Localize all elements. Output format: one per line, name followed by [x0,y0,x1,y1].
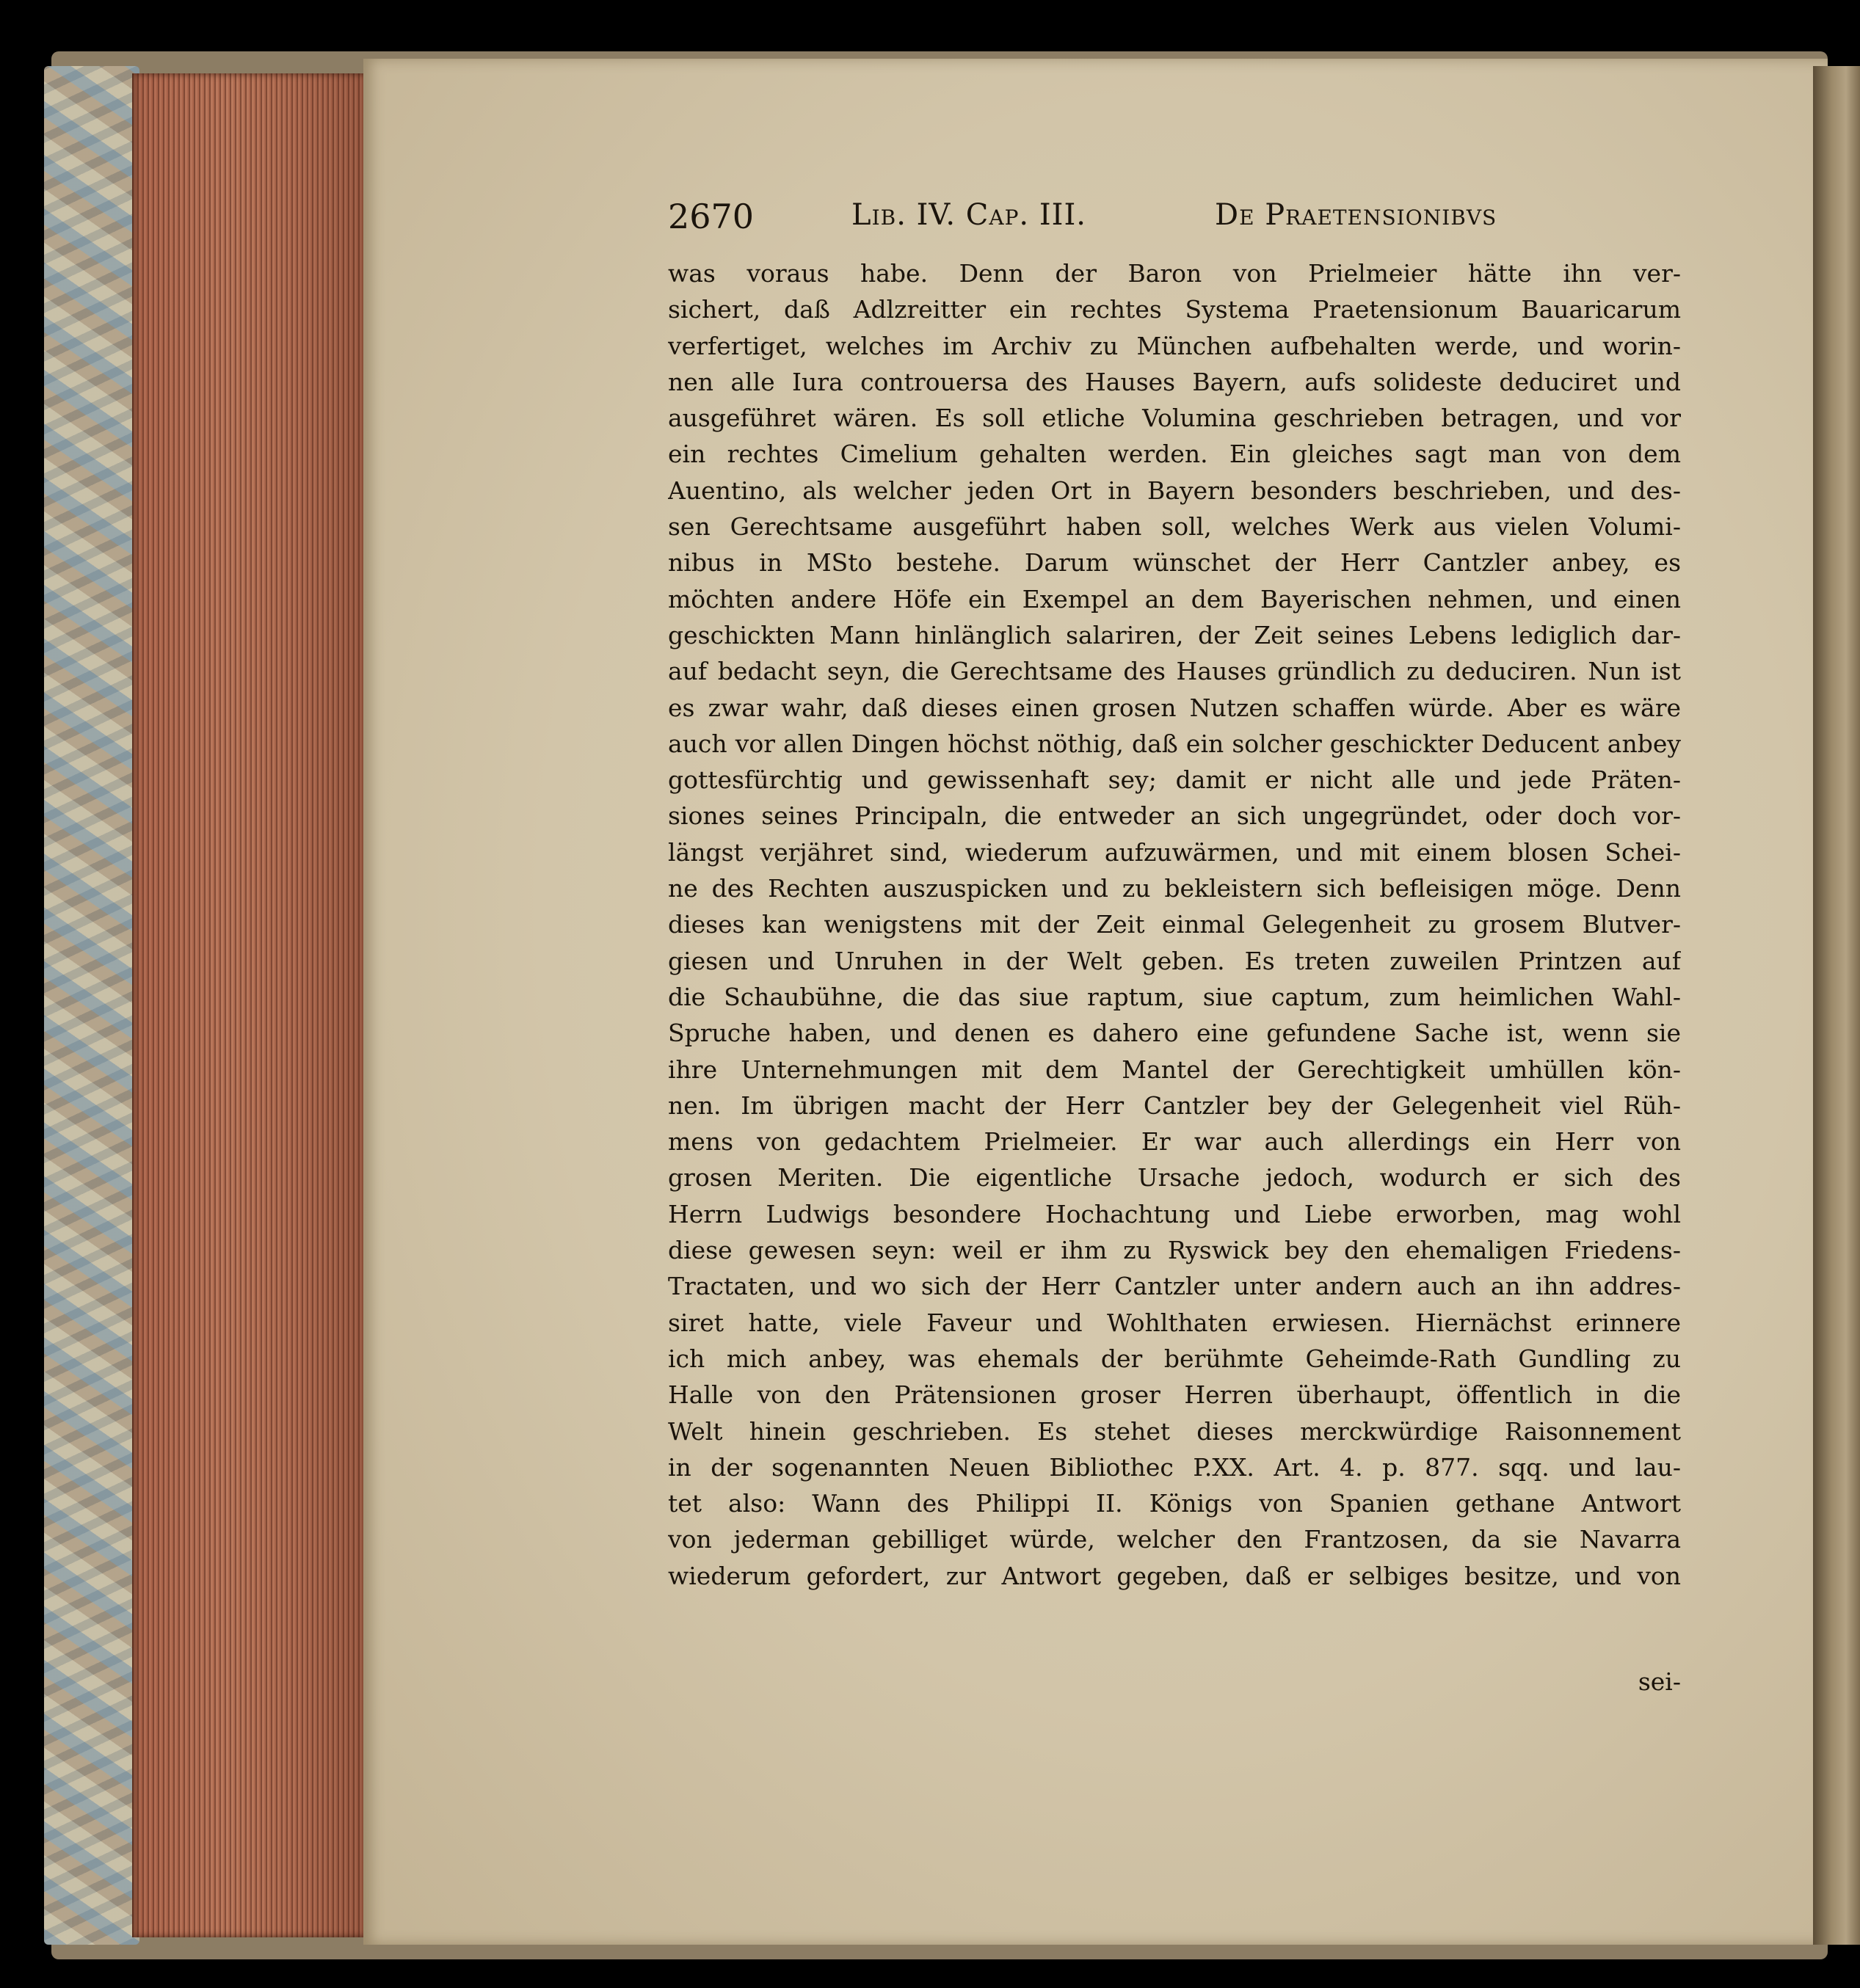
text-line: diese gewesen seyn: weil er ihm zu Ryswick bey den ehemaligen Friedens- [668,1236,1681,1265]
text-line: ausgeführet wären. Es soll etliche Volumina geschrieben betragen, und vor [668,404,1681,433]
marbled-endpaper [44,66,139,1945]
text-line: ihre Unternehmungen mit dem Mantel der Gerechtigkeit umhüllen kön- [668,1055,1681,1084]
page-edges [132,73,371,1937]
text-line: was voraus habe. Denn der Baron von Prielmeier hätte ihn ver- [668,259,1681,288]
text-line: auch vor allen Dingen höchst nöthig, daß ein solcher geschickter Deducent anbey [668,729,1681,758]
book-chapter: Lib. IV. Cap. III. [851,198,1086,232]
text-line: Herrn Ludwigs besondere Hochachtung und Liebe erworben, mag wohl [668,1199,1681,1228]
text-line: nen. Im übrigen macht der Herr Cantzler bey der Gelegenheit viel Rüh- [668,1091,1681,1120]
text-line: dieses kan wenigstens mit der Zeit einmal Gelegenheit zu grosem Blutver- [668,910,1681,939]
text-line: giesen und Unruhen in der Welt geben. Es treten zuweilen Printzen auf [668,946,1681,975]
text-line: auf bedacht seyn, die Gerechtsame des Hauses gründlich zu deduciren. Nun ist [668,657,1681,686]
text-line: ich mich anbey, was ehemals der berühmte Geheimde-Rath Gundling zu [668,1344,1681,1373]
text-line: tet also: Wann des Philippi II. Königs von Spanien gethane Antwort [668,1489,1681,1518]
text-line: siones seines Principaln, die entweder an sich ungegründet, oder doch vor- [668,801,1681,831]
text-line: längst verjähret sind, wiederum aufzuwärmen, und mit einem blosen Schei- [668,837,1681,867]
text-line: von jederman gebilliget würde, welcher den Frantzosen, da sie Navarra [668,1525,1681,1554]
text-line: Welt hinein geschrieben. Es stehet dieses merckwürdige Raisonnement [668,1416,1681,1446]
text-line: ein rechtes Cimelium gehalten werden. Ein gleiches sagt man von dem [668,440,1681,469]
text-line: mens von gedachtem Prielmeier. Er war auch allerdings ein Herr von [668,1127,1681,1157]
text-line: Tractaten, und wo sich der Herr Cantzler unter andern auch an ihn addres- [668,1272,1681,1301]
text-line: Auentino, als welcher jeden Ort in Bayern besonders beschrieben, und des- [668,476,1681,505]
text-line: es zwar wahr, daß dieses einen grosen Nutzen schaffen würde. Aber es wäre [668,693,1681,722]
text-line: nen alle Iura controuersa des Hauses Bayern, aufs solideste deduciret und [668,367,1681,396]
page-number: 2670 [668,197,755,236]
text-line: grosen Meriten. Die eigentliche Ursache jedoch, wodurch er sich des [668,1163,1681,1193]
text-line: Halle von den Prätensionen groser Herren überhaupt, öffentlich in die [668,1380,1681,1410]
text-line: ne des Rechten auszuspicken und zu bekleistern sich befleisigen möge. Denn [668,874,1681,903]
running-head [668,197,1622,248]
text-line: nibus in MSto bestehe. Darum wünschet der Herr Cantzler anbey, es [668,548,1681,578]
text-line: die Schaubühne, die das siue raptum, siue captum, zum heimlichen Wahl- [668,982,1681,1011]
catchword: sei- [1638,1667,1681,1696]
text-line: gottesfürchtig und gewissenhaft sey; damit er nicht alle und jede Präten- [668,765,1681,795]
text-line: in der sogenannten Neuen Bibliothec P.XX. Art. 4. p. 877. sqq. und lau- [668,1452,1681,1482]
text-line: sichert, daß Adlzreitter ein rechtes Systema Praetensionum Bauaricarum [668,295,1681,324]
text-line: möchten andere Höfe ein Exempel an dem Bayerischen nehmen, und einen [668,584,1681,613]
text-line: geschickten Mann hinlänglich salariren, der Zeit seines Lebens lediglich dar- [668,620,1681,649]
text-line: verfertiget, welches im Archiv zu München aufbehalten werde, und worin- [668,331,1681,360]
text-line: Spruche haben, und denen es dahero eine gefundene Sache ist, wenn sie [668,1019,1681,1048]
section-title: De Praetensionibvs [1215,198,1497,232]
text-line: siret hatte, viele Faveur und Wohlthaten erwiesen. Hiernächst erinnere [668,1308,1681,1337]
facing-page-edge [1813,66,1860,1945]
text-line: wiederum gefordert, zur Antwort gegeben, daß er selbiges besitze, und von [668,1561,1681,1590]
body-text [668,255,1681,1594]
text-line: sen Gerechtsame ausgeführt haben soll, welches Werk aus vielen Volumi- [668,512,1681,542]
